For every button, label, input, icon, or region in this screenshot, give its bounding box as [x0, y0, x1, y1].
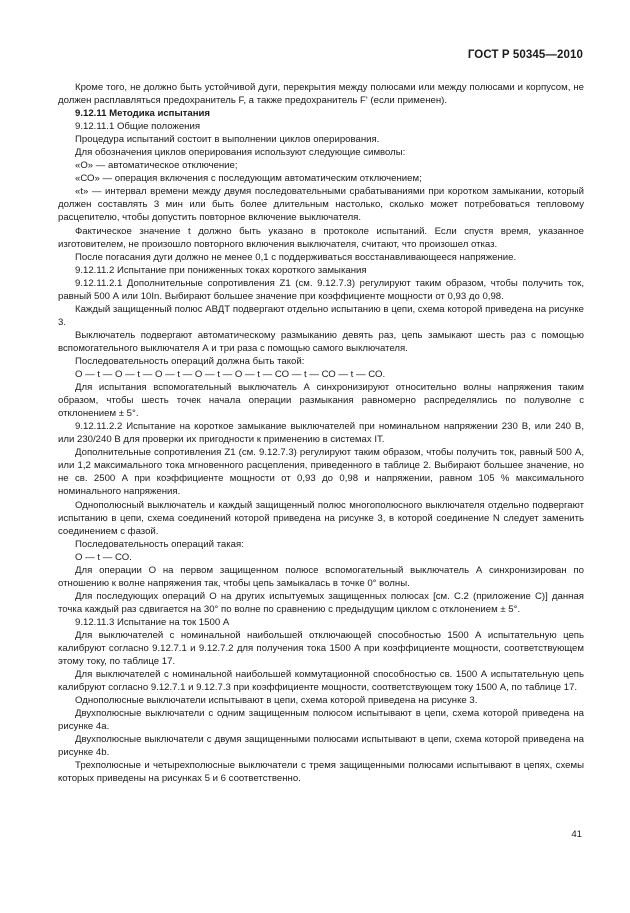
paragraph: Фактическое значение t должно быть указано в протоколе испытаний. Если спустя время, указанное изготовителем, не произошло повторного включения выключателя, считают, что произошел отказ. [58, 225, 584, 250]
symbol-definition: «t» — интервал времени между двумя последовательными срабатываниями при коротком замыкании, который должен составлять 3 мин или быть более длительным настолько, сколько может потребоваться тепловому расцепителю, чтобы допустить повторное включение выключателя. [58, 186, 584, 224]
paragraph: Двухполюсные выключатели с одним защищенным полюсом испытывают в цепи, схема которой приведена на рисунке 4а. [58, 708, 584, 733]
paragraph: Каждый защищенный полюс АВДТ подвергают отдельно испытанию в цепи, схема которой приведена на рисунке 3. [58, 303, 584, 328]
paragraph: Процедура испытаний состоит в выполнении циклов оперирования. [75, 134, 380, 146]
paragraph: Последовательность операций должна быть такой: [75, 355, 305, 367]
paragraph: Для обозначения циклов оперирования используют следующие символы: [75, 147, 406, 159]
symbol-definition: «СО» — операция включения с последующим автоматическим отключением; [75, 173, 422, 185]
paragraph: Кроме того, не должно быть устойчивой дуги, перекрытия между полюсами или между полюсами и корпусом, не должен расплавляться предохранитель F, а также предохранитель F' (если применен). [58, 82, 584, 107]
paragraph: Однополюсный выключатель и каждый защищенный полюс многополюсного выключателя отдельно подвергают испытанию в цепи, схема соединений которой приведена на рисунке 3, в которой соединение N следует заменить соединением с фазой. [58, 499, 584, 537]
paragraph: 9.12.11.2.2 Испытание на короткое замыкание выключателей при номинальном напряжении 230 В, или 240 В, или 230/240 В для проверки их пригодности к применению в системах IT. [58, 421, 584, 446]
paragraph: Двухполюсные выключатели с двумя защищенными полюсами испытывают в цепи, схема которой приведена на рисунке 4b. [58, 734, 584, 759]
paragraph: Выключатель подвергают автоматическому размыканию девять раз, цепь замыкают шесть раз с помощью вспомогательного выключателя А и три раза с помощью самого выключателя. [58, 329, 584, 354]
body-text [58, 81, 584, 786]
page-number: 41 [571, 829, 582, 840]
operation-sequence: О — t — О — t — О — t — О — t — О — t — СО — t — СО — t — СО. [75, 369, 386, 381]
paragraph: 9.12.11.2.1 Дополнительные сопротивления Z1 (см. 9.12.7.3) регулируют таким образом, чтобы получить ток, равный 500 А или 10In. Выбирают большее значение при коэффициенте мощности от 0,93 до 0,98. [58, 277, 584, 302]
paragraph: Для выключателей с номинальной наибольшей коммутационной способностью св. 1500 А испытательную цепь калибруют согласно 9.12.7.1 и 9.12.7.3 при коэффициенте мощности, соответствующем току 1500 А, по таблице 17. [58, 669, 584, 694]
paragraph: Однополюсные выключатели испытывают в цепи, схема которой приведена на рисунке 3. [75, 695, 478, 707]
subsection-heading: 9.12.11.3 Испытание на ток 1500 А [75, 616, 230, 628]
paragraph: Для операции О на первом защищенном полюсе вспомогательный выключатель А синхронизирован по отношению к волне напряжения так, чтобы цепь замыкалась в точке 0° волны. [58, 564, 584, 589]
paragraph: Трехполюсные и четырехполюсные выключатели с тремя защищенными полюсами испытывают в цепях, схемы которых приведены на рисунках 5 и 6 соответственно. [58, 760, 584, 785]
paragraph: Для испытания вспомогательный выключатель А синхронизируют относительно волны напряжения таким образом, чтобы шесть точек начала операции размыкания равномерно распределялись по полуволне с отклонением ± 5°. [58, 382, 584, 420]
symbol-definition: «О» — автоматическое отключение; [75, 160, 238, 172]
paragraph: Для последующих операций О на других испытуемых защищенных полюсах [см. С.2 (приложение С)] данная точка каждый раз сдвигается на 30° по волне по сравнению с предыдущим циклом с отклонением ± 5°. [58, 590, 584, 615]
subsection-heading: 9.12.11.1 Общие положения [75, 121, 201, 133]
standard-header: ГОСТ Р 50345—2010 [467, 49, 583, 61]
paragraph: Последовательность операций такая: [75, 538, 244, 550]
paragraph: Дополнительные сопротивления Z1 (см. 9.12.7.3) регулируют таким образом, чтобы получить ток, равный 500 А, или 1,2 максимального тока мгновенного расцепления, приведенного в таблице 2. Выбирают большее значение, но не св. 2500 А при коэффициенте мощности от 0,93 до 0,98 и напряжении, равном 105 % максимального номинального напряжения. [58, 447, 584, 498]
subsection-heading: 9.12.11.2 Испытание при пониженных токах короткого замыкания [75, 264, 367, 276]
operation-sequence: О — t — СО. [75, 551, 132, 563]
paragraph: После погасания дуги должно не менее 0,1 с поддерживаться восстанавливающееся напряжение. [75, 251, 517, 263]
section-heading: 9.12.11 Методика испытания [75, 108, 210, 120]
paragraph: Для выключателей с номинальной наибольшей отключающей способностью 1500 А испытательную цепь калибруют согласно 9.12.7.1 и 9.12.7.2 для получения тока 1500 А при коэффициенте мощности, соответствующем этому току, по таблице 17. [58, 629, 584, 668]
